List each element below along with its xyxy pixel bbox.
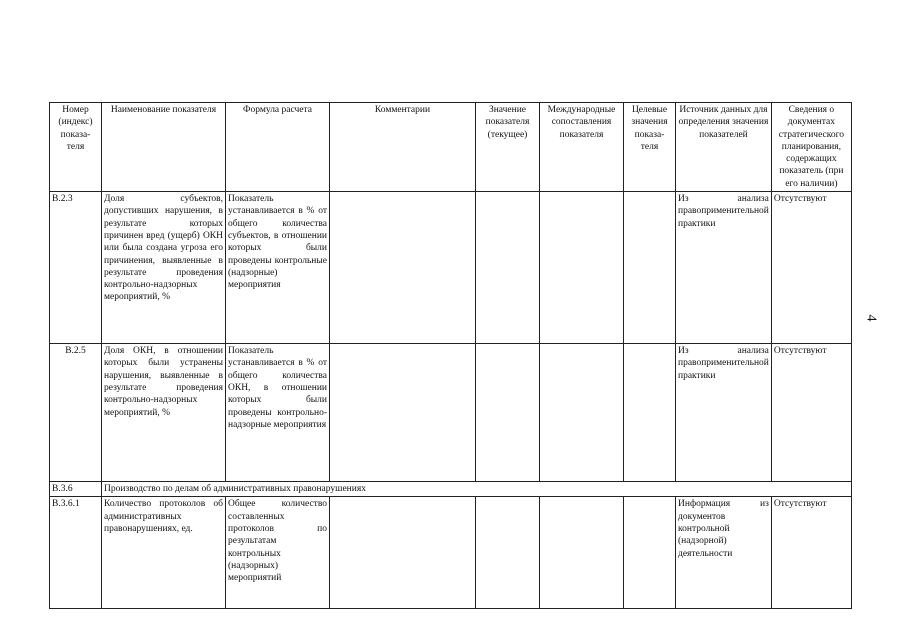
- indicator-name: Доля субъектов, допустивших нарушения, в результате которых причинен вред (ущерб) ОКН или была создана угроза его причинения, выявленные в результате проведения контрольно-надзорных мероприятий, %: [102, 192, 226, 344]
- indicator-code: В.2.5: [50, 344, 102, 482]
- header-cell: Целевые значения показа-теля: [624, 103, 676, 192]
- indicators-table: [49, 102, 852, 609]
- indicator-current-value: [476, 344, 540, 482]
- header-cell: Формула расчета: [226, 103, 330, 192]
- indicator-international: [540, 497, 624, 609]
- indicator-comment: [330, 344, 476, 482]
- indicator-current-value: [476, 497, 540, 609]
- header-cell: Значение показателя (текущее): [476, 103, 540, 192]
- indicator-code: В.2.3: [50, 192, 102, 344]
- table-row: [50, 497, 852, 609]
- section-title: Производство по делам об административных правонарушениях: [102, 482, 852, 497]
- indicator-target: [624, 497, 676, 609]
- indicator-code: В.3.6.1: [50, 497, 102, 609]
- header-cell: Международные сопоставления показателя: [540, 103, 624, 192]
- table-row: [50, 344, 852, 482]
- indicator-strategic-docs: Отсутствуют: [771, 497, 851, 609]
- indicator-source: Из анализа правоприменительной практики: [676, 192, 772, 344]
- indicator-source: Из анализа правоприменительной практики: [676, 344, 772, 482]
- indicator-current-value: [476, 192, 540, 344]
- indicator-comment: [330, 192, 476, 344]
- header-cell: Номер (индекс) показа-теля: [50, 103, 102, 192]
- indicator-target: [624, 344, 676, 482]
- indicator-formula: Показатель устанавливается в % от общего количества субъектов, в отношении которых были проведены контрольные (надзорные) мероприятия: [226, 192, 330, 344]
- indicator-target: [624, 192, 676, 344]
- indicator-international: [540, 192, 624, 344]
- indicator-comment: [330, 497, 476, 609]
- indicator-international: [540, 344, 624, 482]
- indicator-formula: Общее количество составленных протоколов по результатам контрольных (надзорных) мероприятий: [226, 497, 330, 609]
- indicator-source: Информация из документов контрольной (надзорной) деятельности: [676, 497, 772, 609]
- header-cell: Источник данных для определения значения показателей: [676, 103, 772, 192]
- indicator-strategic-docs: Отсутствуют: [771, 344, 851, 482]
- header-cell: Наименование показателя: [102, 103, 226, 192]
- table-row: [50, 192, 852, 344]
- table-header-row: [50, 103, 852, 192]
- indicator-name: Количество протоколов об административных правонарушениях, ед.: [102, 497, 226, 609]
- section-row: [50, 482, 852, 497]
- header-cell: Сведения о документах стратегического планирования, содержащих показатель (при его наличии): [771, 103, 851, 192]
- indicator-name: Доля ОКН, в отношении которых были устранены нарушения, выявленные в результате проведения контрольно-надзорных мероприятий, %: [102, 344, 226, 482]
- indicator-strategic-docs: Отсутствуют: [771, 192, 851, 344]
- header-cell: Комментарии: [330, 103, 476, 192]
- indicator-formula: Показатель устанавливается в % от общего количества ОКН, в отношении которых были проведены контрольно-надзорные мероприятия: [226, 344, 330, 482]
- page-number: 4: [863, 314, 879, 322]
- section-code: В.3.6: [50, 482, 102, 497]
